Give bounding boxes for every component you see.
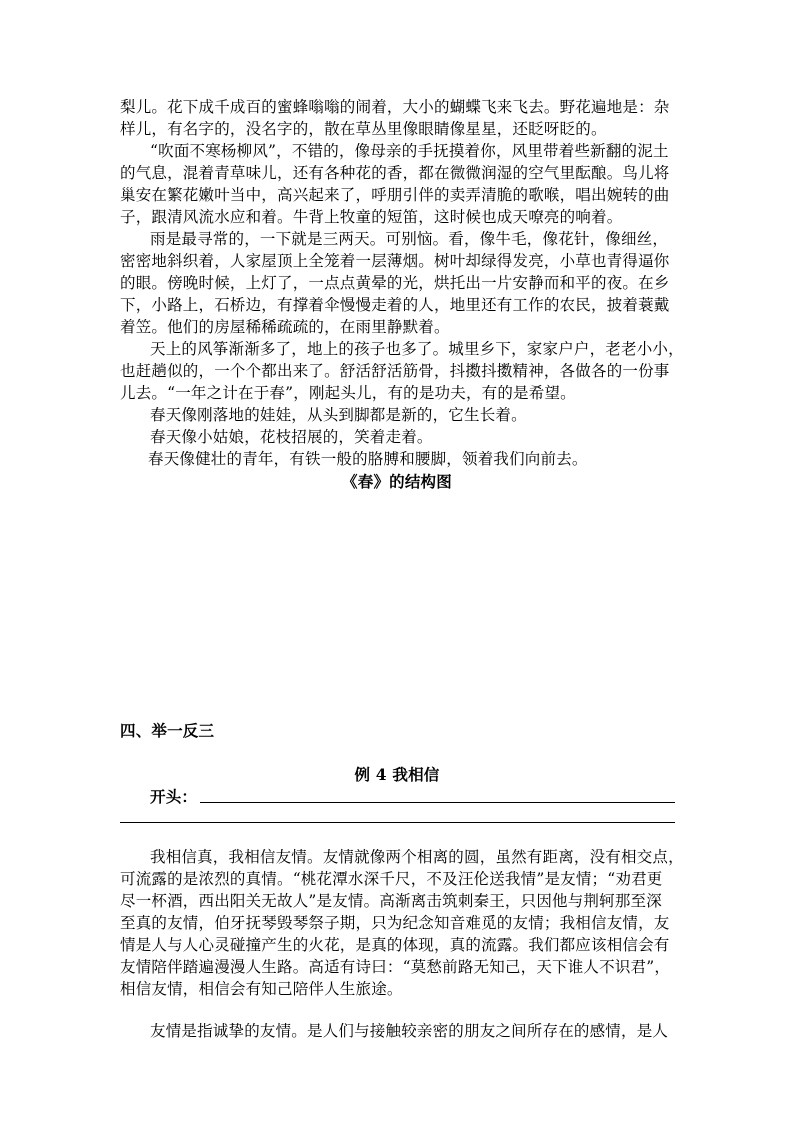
poem-line: 儿去。“一年之计在于春”，刚起头儿，有的是功夫，有的是希望。 (120, 384, 576, 402)
structure-diagram-title: 《春》的结构图 (342, 472, 452, 491)
essay-line: 尽一杯酒，西出阳关无故人”是友情。高渐离击筑刺秦王，只因他与荆轲那至深 (120, 892, 662, 910)
poem-line: “吹面不寒杨柳风”，不错的，像母亲的手抚摸着你，风里带着些新翻的泥土 (150, 142, 669, 160)
poem-line: 春天像刚落地的娃娃，从头到脚都是新的，它生长着。 (150, 406, 527, 424)
answer-line (200, 802, 675, 803)
poem-line: 样儿，有名字的，没名字的，散在草丛里像眼睛像星星，还眨呀眨的。 (120, 120, 607, 138)
poem-line: 梨儿。花下成千成百的蜜蜂嗡嗡的闹着，大小的蝴蝶飞来飞去。野花遍地是：杂 (120, 98, 670, 116)
answer-line (120, 822, 675, 823)
poem-line: 密密地斜织着，人家屋顶上全笼着一层薄烟。树叶却绿得发亮，小草也青得逼你 (120, 252, 670, 270)
essay-line: 我相信真，我相信友情。友情就像两个相离的圆，虽然有距离，没有相交点， (150, 848, 684, 866)
essay-line: 相信友情，相信会有知己陪伴人生旅途。 (120, 980, 403, 998)
poem-line: 巢安在繁花嫩叶当中，高兴起来了，呼朋引伴的卖弄清脆的歌喉，唱出婉转的曲 (120, 186, 670, 204)
example-title: 例 4 我相信 (354, 765, 440, 784)
poem-line: 着笠。他们的房屋稀稀疏疏的，在雨里静默着。 (120, 318, 450, 336)
poem-line: 春天像健壮的青年，有铁一般的胳膊和腰脚，领着我们向前去。 (148, 450, 588, 468)
opening-label: 开头： (150, 787, 198, 806)
essay-line: 情是人与人心灵碰撞产生的火花，是真的体现，真的流露。我们都应该相信会有 (120, 936, 670, 954)
poem-line: 也赶趟似的，一个个都出来了。舒活舒活筋骨，抖擞抖擞精神，各做各的一份事 (120, 362, 670, 380)
essay-line: 友情是指诚挚的友情。是人们与接触较亲密的朋友之间所存在的感情，是人 (150, 1022, 669, 1040)
poem-line: 的眼。傍晚时候，上灯了，一点点黄晕的光，烘托出一片安静而和平的夜。在乡 (120, 274, 670, 292)
poem-line: 春天像小姑娘，花枝招展的，笑着走着。 (150, 428, 433, 446)
section-heading: 四、举一反三 (120, 721, 215, 740)
poem-line: 的气息，混着青草味儿，还有各种花的香，都在微微润湿的空气里酝酿。鸟儿将 (120, 164, 670, 182)
essay-line: 可流露的是浓烈的真情。“桃花潭水深千尺，不及汪伦送我情”是友情；“劝君更 (120, 870, 663, 888)
poem-line: 雨是最寻常的，一下就是三两天。可别恼。看，像牛毛，像花针，像细丝， (150, 230, 669, 248)
essay-line: 友情陪伴踏遍漫漫人生路。高适有诗曰：“莫愁前路无知己，天下谁人不识君”， (120, 958, 671, 976)
essay-line: 至真的友情，伯牙抚琴毁琴祭子期，只为纪念知音难觅的友情；我相信友情，友 (120, 914, 670, 932)
poem-line: 子，跟清风流水应和着。牛背上牧童的短笛，这时候也成天嘹亮的响着。 (120, 208, 623, 226)
poem-line: 天上的风筝渐渐多了，地上的孩子也多了。城里乡下，家家户户，老老小小， (150, 340, 684, 358)
poem-line: 下，小路上，石桥边，有撑着伞慢慢走着的人，地里还有工作的农民，披着蓑戴 (120, 296, 670, 314)
